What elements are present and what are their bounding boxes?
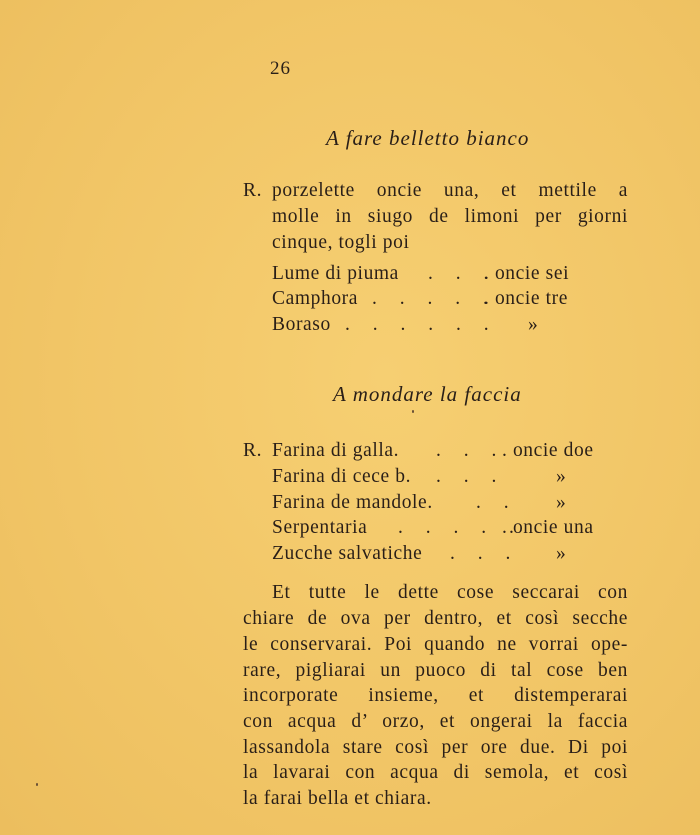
paragraph-line: lassandola stare così per ore due. Di poi (243, 737, 628, 758)
leader-dots: . . . . . (398, 517, 523, 538)
ingredient-quantity: » (556, 492, 567, 513)
paper-speck (36, 783, 38, 786)
leader-dots: . . . (428, 263, 498, 284)
leader-dots: . . . (436, 440, 506, 461)
paragraph-line: rare, pigliarai un puoco di tal cose ben (243, 660, 628, 681)
recipe-title-belletto-bianco: A fare belletto bianco (326, 126, 530, 150)
recipe-marker: R. (243, 180, 263, 201)
recipe-intro-line: porzelette oncie una, et mettile a (272, 180, 628, 201)
paragraph-line: con acqua d’ orzo, et ongerai la faccia (243, 711, 628, 732)
ingredient-name: Serpentaria (272, 517, 368, 538)
paragraph-line: chiare de ova per dentro, et così secche (243, 608, 628, 629)
ingredient-name: Boraso (272, 314, 331, 335)
ingredient-quantity: . oncie sei (484, 263, 570, 284)
ingredient-quantity: » (556, 466, 567, 487)
ingredient-name: Farina di galla. (272, 440, 400, 461)
paragraph-line: le conservarai. Poi quando ne vorrai ope- (243, 634, 628, 655)
leader-dots: . . . . . (372, 288, 497, 309)
leader-dots: . . . (436, 466, 506, 487)
ingredient-name: Farina di cece b. (272, 466, 412, 487)
recipe-intro-line: molle in siugo de limoni per giorni (272, 206, 628, 227)
recipe-marker: R. (243, 440, 263, 461)
leader-dots: . . . . . . (345, 314, 498, 335)
ingredient-quantity: . oncie tre (484, 288, 569, 309)
ingredient-quantity: . oncie una (502, 517, 594, 538)
leader-dots: . . (476, 492, 518, 513)
recipe-intro-line: cinque, togli poi (272, 232, 410, 253)
recipe-title-mondare-faccia: A mondare la faccia (333, 382, 522, 406)
ingredient-name: Lume di piuma (272, 263, 399, 284)
ingredient-quantity: » (528, 314, 539, 335)
paragraph-line: Et tutte le dette cose seccarai con (272, 582, 628, 603)
paper-speck (412, 410, 414, 413)
ingredient-name: Farina de mandole. (272, 492, 433, 513)
ingredient-quantity: . oncie doe (502, 440, 594, 461)
ingredient-name: Camphora (272, 288, 359, 309)
paragraph-line: incorporate insieme, et distemperarai (243, 685, 628, 706)
paragraph-line: la lavarai con acqua di semola, et così (243, 762, 628, 783)
ingredient-quantity: » (556, 543, 567, 564)
leader-dots: . . . (450, 543, 520, 564)
ingredient-name: Zucche salvatiche (272, 543, 423, 564)
paragraph-line: la farai bella et chiara. (243, 788, 432, 809)
page-number: 26 (270, 58, 291, 79)
